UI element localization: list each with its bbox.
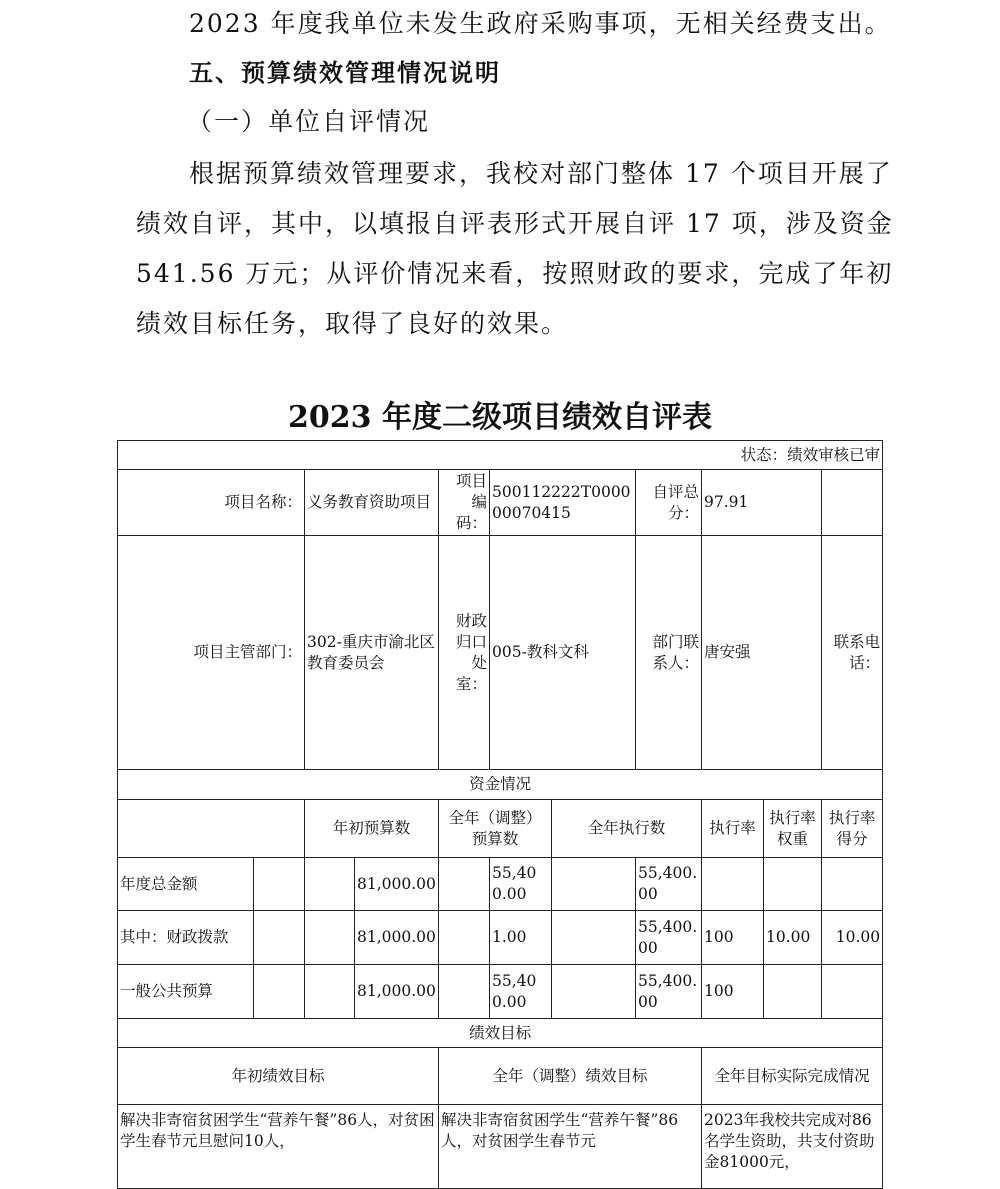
- self-score-value: 97.91: [702, 470, 822, 536]
- col-initial-goal: 年初绩效目标: [118, 1048, 439, 1105]
- finance-office-label: 财政归口处室：: [439, 536, 490, 770]
- empty-cell: [254, 965, 305, 1019]
- col-rate-weight: 执行率权重: [764, 800, 822, 858]
- empty-cell: [305, 965, 355, 1019]
- sub-heading-1: （一）单位自评情况: [187, 107, 431, 136]
- score-cell: 10.00: [822, 911, 883, 965]
- actual-execution-cell: 55,400.00: [636, 858, 702, 911]
- adjusted-budget-cell: 55,400.00: [490, 858, 552, 911]
- empty-cell: [254, 911, 305, 965]
- performance-evaluation-table: [117, 440, 883, 1189]
- empty-cell: [552, 911, 636, 965]
- row-label: 年度总金额: [118, 858, 254, 911]
- project-code-value: 500112222T000000070415: [490, 470, 636, 536]
- empty-cell: [439, 911, 490, 965]
- empty-cell: [439, 858, 490, 911]
- adjusted-budget-cell: 1.00: [490, 911, 552, 965]
- initial-budget-cell: 81,000.00: [355, 858, 439, 911]
- empty-cell: [439, 965, 490, 1019]
- contact-value: 唐安强: [702, 536, 822, 770]
- contact-label: 部门联系人：: [636, 536, 702, 770]
- col-initial-budget: 年初预算数: [305, 800, 439, 858]
- paragraph-line-2: 绩效自评，其中，以填报自评表形式开展自评 17 项，涉及资金: [136, 209, 894, 238]
- initial-budget-cell: 81,000.00: [355, 965, 439, 1019]
- empty-cell: [254, 858, 305, 911]
- project-code-label: 项目编码：: [439, 470, 490, 536]
- dept-value: 302-重庆市渝北区教育委员会: [305, 536, 439, 770]
- empty-cell: [552, 858, 636, 911]
- paragraph-line-4: 绩效目标任务，取得了良好的效果。: [136, 309, 569, 338]
- section-heading-5: 五、预算绩效管理情况说明: [189, 59, 501, 87]
- col-actual-execution: 全年执行数: [552, 800, 702, 858]
- table-row: [118, 858, 883, 911]
- adjusted-goal-text: 解决非寄宿贫困学生“营养午餐”86人，对贫困学生春节元: [439, 1105, 702, 1189]
- col-execution-rate: 执行率: [702, 800, 764, 858]
- empty-cell: [305, 858, 355, 911]
- paragraph-line-3: 541.56 万元；从评价情况来看，按照财政的要求，完成了年初: [136, 259, 894, 288]
- col-adjusted-goal: 全年（调整）绩效目标: [439, 1048, 702, 1105]
- status-cell: 状态：绩效审核已审: [118, 441, 883, 470]
- completion-text: 2023年我校共完成对86名学生资助，共支付资助金81000元，: [702, 1105, 883, 1189]
- empty-cell: [552, 965, 636, 1019]
- weight-cell: 10.00: [764, 911, 822, 965]
- paragraph-line-1: 根据预算绩效管理要求，我校对部门整体 17 个项目开展了: [189, 159, 893, 188]
- actual-execution-cell: 55,400.00: [636, 965, 702, 1019]
- row-label: 其中：财政拨款: [118, 911, 254, 965]
- col-adjusted-budget: 全年（调整）预算数: [439, 800, 552, 858]
- table-title: 2023 年度二级项目绩效自评表: [288, 400, 712, 435]
- initial-budget-cell: 81,000.00: [355, 911, 439, 965]
- project-name-label: 项目名称：: [118, 470, 305, 536]
- finance-office-value: 005-教科文科: [490, 536, 636, 770]
- col-actual-completion: 全年目标实际完成情况: [702, 1048, 883, 1105]
- project-name-value: 义务教育资助项目: [305, 470, 439, 536]
- performance-section-header: 绩效目标: [118, 1019, 883, 1048]
- empty-cell: [118, 800, 305, 858]
- actual-execution-cell: 55,400.00: [636, 911, 702, 965]
- empty-cell: [305, 911, 355, 965]
- col-rate-score: 执行率得分: [822, 800, 883, 858]
- empty-cell: [822, 470, 883, 536]
- initial-goal-text: 解决非寄宿贫困学生“营养午餐”86人，对贫困学生春节元旦慰问10人，: [118, 1105, 439, 1189]
- weight-cell: [764, 858, 822, 911]
- score-cell: [822, 965, 883, 1019]
- dept-label: 项目主管部门：: [118, 536, 305, 770]
- rate-cell: 100: [702, 965, 764, 1019]
- row-label: 一般公共预算: [118, 965, 254, 1019]
- funds-section-header: 资金情况: [118, 770, 883, 800]
- text-line-procurement: 2023 年度我单位未发生政府采购事项，无相关经费支出。: [189, 9, 892, 38]
- phone-label: 联系电话：: [822, 536, 883, 770]
- table-row: [118, 911, 883, 965]
- table-row: [118, 965, 883, 1019]
- score-cell: [822, 858, 883, 911]
- rate-cell: [702, 858, 764, 911]
- weight-cell: [764, 965, 822, 1019]
- self-score-label: 自评总分：: [636, 470, 702, 536]
- adjusted-budget-cell: 55,400.00: [490, 965, 552, 1019]
- rate-cell: 100: [702, 911, 764, 965]
